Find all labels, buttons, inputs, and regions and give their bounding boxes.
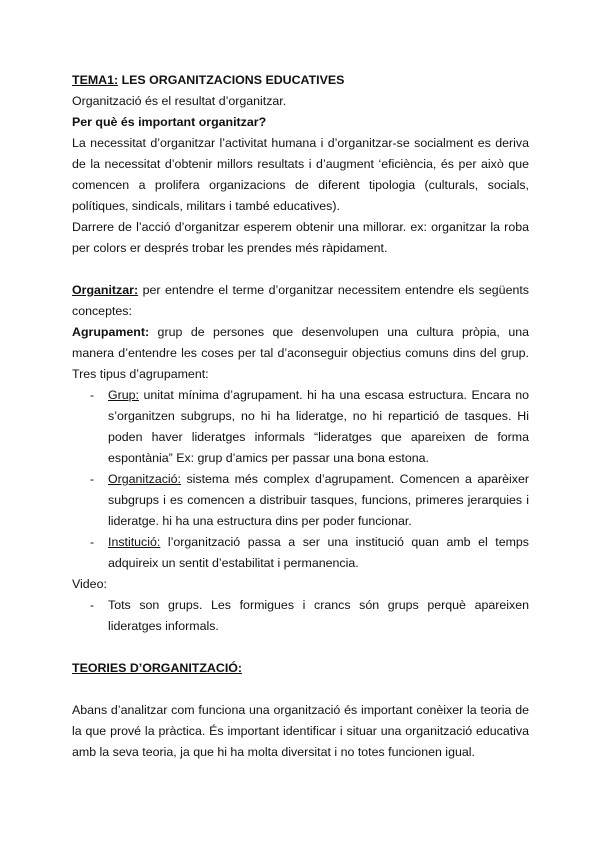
title-rest: LES ORGANITZACIONS EDUCATIVES [118, 73, 345, 87]
why-paragraph-2: Darrere de l’acció d’organitzar esperem obtenir una millorar. ex: organitzar la roba per colors er després trobar les prendes més ràpidament. [72, 220, 529, 255]
blank-line [72, 637, 529, 658]
teories-paragraph: Abans d’analitzar com funciona una organització és important conèixer la teoria de la que prové la pràctica. És important identificar i situar una organització educativa amb la seva teoria, ja que hi ha molta diversitat i no totes funcionen igual. [72, 703, 529, 759]
why-heading: Per què és important organitzar? [72, 115, 267, 129]
list-item [72, 385, 529, 469]
title-prefix: TEMA1: [72, 73, 119, 87]
blank-line [72, 679, 529, 700]
video-list [72, 595, 529, 637]
blank-line [72, 259, 529, 280]
list-item [72, 532, 529, 574]
agrupament-term: Agrupament: [72, 325, 150, 339]
type-text: sistema més complex d’agrupament. Comencen a aparèixer subgrups i es comencen a distribuir tasques, funcions, primeres jerarquies i lideratge. hi ha una estructura dins per poder funcionar. [108, 472, 529, 528]
dash-bullet: - [90, 535, 95, 549]
video-label: Video: [72, 577, 107, 591]
dash-bullet: - [90, 598, 95, 612]
page-title [72, 70, 529, 91]
teories-heading: TEORIES D’ORGANITZACIÓ: [72, 661, 243, 675]
type-text: unitat mínima d’agrupament. hi ha una escasa estructura. Encara no s’organitzen subgrups, no hi ha lideratge, no hi repartició de tasques. Hi poden haver lideratges informals “lideratges que apareixen de forma espontània” Ex: grup d’amics per passar una bona estona. [108, 388, 529, 465]
dash-bullet: - [90, 388, 95, 402]
document-page [72, 70, 529, 763]
agrupament-paragraph [72, 322, 529, 385]
organitzar-paragraph [72, 280, 529, 322]
list-item [72, 469, 529, 532]
dash-bullet: - [90, 472, 95, 486]
agrupament-types-list [72, 385, 529, 574]
type-term: Institució: [108, 535, 161, 549]
organitzar-text: per entendre el terme d’organitzar necessitem entendre els següents conceptes: [72, 283, 529, 318]
why-paragraph-1: La necessitat d’organitzar l’activitat humana i d’organitzar-se socialment es deriva de la necessitat d’obtenir millors resultats i d’augment ‘eficiència, és per això que comencen a prolifera organizacions de diferent tipologia (culturals, socials, polítiques, sindicals, militars i també educatives). [72, 136, 529, 213]
organitzar-term: Organitzar: [72, 283, 139, 297]
type-text: l’organització passa a ser una institució quan amb el temps adquireix un sentit d’estabilitat i permanencia. [108, 535, 529, 570]
intro-line: Organització és el resultat d’organitzar. [72, 94, 287, 108]
list-item [72, 595, 529, 637]
type-term: Grup: [108, 388, 139, 402]
type-term: Organització: [108, 472, 182, 486]
agrupament-text: grup de persones que desenvolupen una cultura pròpia, una manera d’entendre les coses per tal d’aconseguir objectius comuns dins del grup. Tres tipus d’agrupament: [72, 325, 529, 381]
video-item-text: Tots son grups. Les formigues i crancs són grups perquè apareixen lideratges informals. [108, 598, 529, 633]
